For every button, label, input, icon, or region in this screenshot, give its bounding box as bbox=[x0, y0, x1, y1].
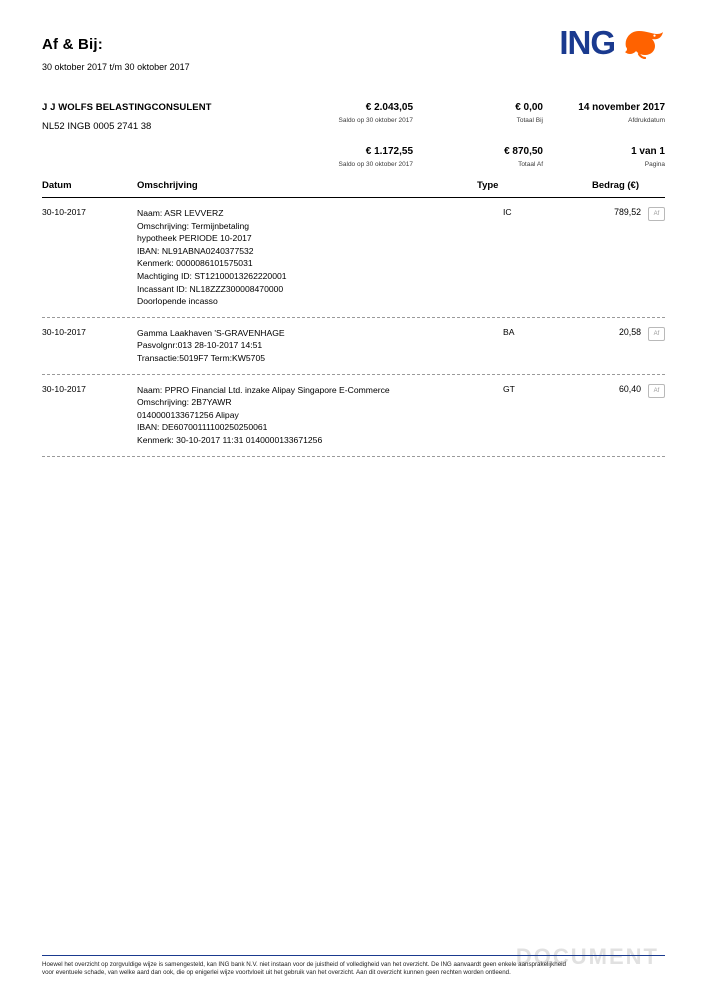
row-description bbox=[137, 207, 503, 308]
document-footer bbox=[42, 955, 665, 978]
watermark: DOCUMENT bbox=[515, 944, 659, 969]
account-holder-name: J J WOLFS BELASTINGCONSULENT bbox=[42, 102, 212, 113]
description-line: Kenmerk: 30-10-2017 11:31 0140000133671256 bbox=[137, 434, 323, 445]
summary-cell-afdrukdatum bbox=[578, 102, 665, 124]
column-header-type: Type bbox=[477, 180, 499, 191]
description-line: IBAN: DE60700111100250250061 bbox=[137, 422, 268, 433]
row-amount-cell bbox=[573, 207, 665, 221]
transactions-table bbox=[42, 180, 665, 457]
description-line: hypotheek PERIODE 10-2017 bbox=[137, 233, 252, 244]
summary-label: Totaal Bij bbox=[516, 117, 543, 124]
row-amount-cell bbox=[573, 327, 665, 341]
row-description bbox=[137, 327, 503, 365]
footer-divider bbox=[42, 955, 665, 956]
ing-logo bbox=[559, 26, 665, 59]
statement-period: 30 oktober 2017 t/m 30 oktober 2017 bbox=[42, 62, 190, 72]
status-badge: Af bbox=[648, 207, 665, 221]
summary-label: Totaal Af bbox=[518, 161, 543, 168]
row-date: 30-10-2017 bbox=[42, 383, 86, 394]
row-type: GT bbox=[503, 383, 515, 394]
table-row bbox=[42, 198, 665, 318]
row-description bbox=[137, 384, 503, 447]
ing-logo-text: ING bbox=[559, 24, 615, 61]
table-row bbox=[42, 375, 665, 457]
description-line: Kenmerk: 0000086101575031 bbox=[137, 258, 253, 269]
summary-label: Pagina bbox=[644, 161, 665, 168]
column-header-amount: Bedrag (€) bbox=[592, 180, 639, 191]
column-header-description: Omschrijving bbox=[137, 180, 198, 191]
summary-label: Saldo op 30 oktober 2017 bbox=[338, 117, 413, 124]
description-line: IBAN: NL91ABNA0240377532 bbox=[137, 245, 254, 256]
page-title: Af & Bij: bbox=[42, 36, 103, 53]
description-line: Naam: PPRO Financial Ltd. inzake Alipay Singapore E-Commerce bbox=[137, 384, 390, 395]
summary-amount: € 0,00 bbox=[515, 102, 543, 113]
row-date: 30-10-2017 bbox=[42, 207, 86, 217]
document-header bbox=[42, 0, 665, 88]
row-type: BA bbox=[503, 326, 515, 337]
status-badge: Af bbox=[648, 327, 665, 341]
summary-cell-pagina bbox=[631, 146, 665, 168]
disclaimer-line-1: Hoewel het overzicht op zorgvuldige wijze is samengesteld, kan ING bank N.V. niet instaan voor de juistheid of volledigheid van het overzicht. De ING aanvaardt geen enkele aansprakelijkheid bbox=[42, 960, 566, 968]
row-amount-cell bbox=[573, 384, 665, 398]
description-line: 0140000133671256 Alipay bbox=[137, 409, 239, 420]
table-header-row bbox=[42, 180, 665, 198]
table-row bbox=[42, 318, 665, 375]
row-type: IC bbox=[503, 207, 512, 217]
description-line: Pasvolgnr:013 28-10-2017 14:51 bbox=[137, 340, 263, 351]
summary-label: Saldo op 30 oktober 2017 bbox=[338, 161, 413, 168]
summary-cell-totaal-bij bbox=[515, 102, 543, 124]
summary-amount: € 2.043,05 bbox=[365, 102, 413, 113]
description-line: Transactie:5019F7 Term:KW5705 bbox=[137, 352, 266, 363]
row-date: 30-10-2017 bbox=[42, 326, 86, 337]
account-iban: NL52 INGB 0005 2741 38 bbox=[42, 121, 152, 132]
summary-amount: 1 van 1 bbox=[631, 146, 665, 157]
description-line: Omschrijving: Termijnbetaling bbox=[137, 220, 250, 231]
description-line: Incassant ID: NL18ZZZ300008470000 bbox=[137, 283, 284, 294]
summary-cell-saldo-start bbox=[339, 102, 413, 124]
summary-amount: € 870,50 bbox=[504, 146, 543, 157]
row-amount: 789,52 bbox=[614, 207, 641, 217]
account-summary bbox=[42, 102, 665, 178]
description-line: Gamma Laakhaven 'S-GRAVENHAGE bbox=[137, 327, 285, 338]
description-line: Machtiging ID: ST12100013262220001 bbox=[137, 270, 287, 281]
summary-amount: 14 november 2017 bbox=[578, 102, 665, 113]
lion-icon bbox=[621, 27, 665, 59]
summary-cell-totaal-af bbox=[504, 146, 543, 168]
row-amount: 60,40 bbox=[618, 383, 641, 394]
summary-label: Afdrukdatum bbox=[628, 117, 665, 124]
description-line: Omschrijving: 2B7YAWR bbox=[137, 397, 232, 408]
status-badge: Af bbox=[648, 384, 665, 398]
summary-amount: € 1.172,55 bbox=[365, 146, 413, 157]
disclaimer-line-2: voor eventuele schade, van welke aard dan ook, die op enigerlei wijze voortvloeit uit het gebruik van het overzicht. Aan dit overzicht kunnen geen rechten worden ontleend. bbox=[42, 969, 511, 977]
column-header-date: Datum bbox=[42, 180, 72, 191]
row-amount: 20,58 bbox=[618, 326, 641, 337]
description-line: Naam: ASR LEVVERZ bbox=[137, 208, 224, 218]
description-line: Doorlopende incasso bbox=[137, 296, 218, 307]
summary-cell-saldo-end bbox=[339, 146, 413, 168]
